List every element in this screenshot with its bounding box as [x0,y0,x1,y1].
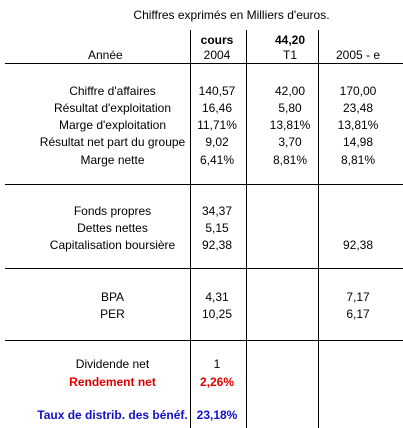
row-label: Marge nette [80,153,145,167]
header-2004: 2004 [203,48,231,62]
row-label: BPA [100,290,125,304]
cell-2004: 34,37 [201,204,233,218]
cell-2005e: 6,17 [346,307,370,321]
cell-2004: 16,46 [201,101,233,115]
header-t1: T1 [282,48,297,62]
header-annee: Année [88,48,123,62]
header-rule [5,63,403,64]
row-label: Dividende net [75,357,150,371]
section-rule-1 [5,184,403,185]
row-label: Marge d'exploitation [58,118,167,132]
cell-2004: 140,57 [198,84,236,98]
cell-2005e: 7,17 [346,290,370,304]
row-label-taux-distrib: Taux de distrib. des bénéf. [37,408,188,422]
header-price: 44,20 [274,33,306,47]
row-label: Capitalisation boursière [49,238,176,252]
header-cours: cours [200,33,234,47]
cell-2005e: 8,81% [340,153,376,167]
cell-2004: 92,38 [201,238,233,252]
cell-t1: 5,80 [278,101,302,115]
cell-2004: 5,15 [205,221,229,235]
cell-t1: 3,70 [278,135,302,149]
cell-t1: 8,81% [272,153,308,167]
header-2005e: 2005 - e [335,48,381,62]
cell-2005e: 92,38 [342,238,374,252]
cell-t1: 13,81% [269,118,311,132]
cell-2004: 11,71% [197,118,237,132]
cell-2005e: 23,48 [342,101,374,115]
col-divider-2 [246,30,247,428]
cell-2005e: 13,81% [337,118,379,132]
cell-2005e: 14,98 [342,135,374,149]
cell-2004: 2,26% [199,375,235,389]
cell-2004: 23,18% [196,408,238,422]
cell-2004: 9,02 [205,135,229,149]
section-rule-3 [5,340,403,341]
row-label: Chiffre d'affaires [69,84,156,98]
table-caption: Chiffres exprimés en Milliers d'euros. [133,8,330,22]
cell-2004: 1 [213,357,221,371]
row-label: Dettes nettes [77,221,148,235]
cell-2004: 6,41% [199,153,235,167]
row-label: Résultat net part du groupe [39,135,186,149]
section-rule-2 [5,268,403,269]
row-label: Résultat d'exploitation [53,101,172,115]
cell-2004: 4,31 [205,290,229,304]
cell-t1: 42,00 [274,84,306,98]
row-label: Fonds propres [73,204,152,218]
cell-2005e: 170,00 [339,84,377,98]
cell-2004: 10,25 [201,307,233,321]
row-label-rendement: Rendement net [69,375,156,389]
row-label: PER [100,307,125,321]
